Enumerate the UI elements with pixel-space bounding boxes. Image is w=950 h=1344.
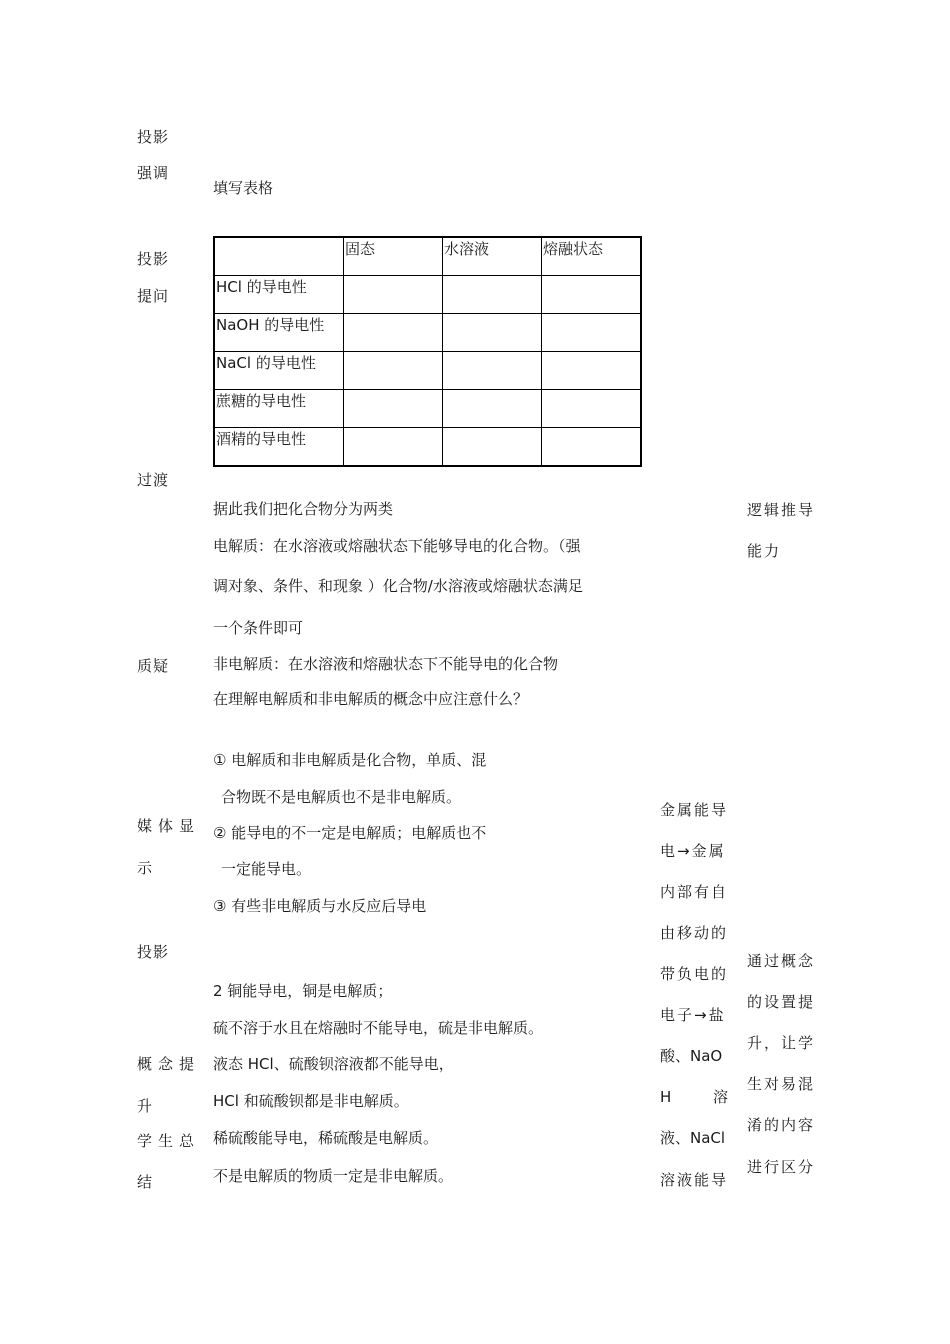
note-point-3: ③ 有些非电解质与水反应后导电 xyxy=(213,897,427,915)
side-note-metal-line: 酸、NaO xyxy=(660,1047,723,1065)
note-point-1-cont: 合物既不是电解质也不是非电解质。 xyxy=(221,788,462,806)
table-cell xyxy=(344,428,443,467)
table-title: 填写表格 xyxy=(213,179,274,197)
table-cell xyxy=(344,276,443,314)
label-projection-1: 投影 xyxy=(137,128,170,146)
table-cell xyxy=(443,428,542,467)
side-note-concept-line: 通过概念 xyxy=(747,952,816,970)
side-note-ability-line: 能力 xyxy=(747,542,782,560)
side-note-concept-line: 升，让学 xyxy=(747,1034,816,1052)
table-cell xyxy=(542,390,642,428)
side-note-concept-line: 淆的内容 xyxy=(747,1116,816,1134)
table-header-cell xyxy=(214,237,344,276)
paragraph-classification: 据此我们把化合物分为两类 xyxy=(213,500,394,518)
table-cell xyxy=(542,276,642,314)
side-note-metal-line: 内部有自 xyxy=(660,883,729,901)
label-transition: 过渡 xyxy=(137,471,170,489)
side-note-metal-line: 液、NaCl xyxy=(660,1129,726,1147)
label-media-display: 媒体显 xyxy=(137,817,201,835)
statement-hcl-barium: 液态 HCl、硫酸钡溶液都不能导电， xyxy=(213,1055,454,1073)
paragraph-electrolyte-def-end: 一个条件即可 xyxy=(213,619,304,637)
statement-sulfur: 硫不溶于水且在熔融时不能导电，硫是非电解质。 xyxy=(213,1019,544,1037)
table-row xyxy=(214,428,641,467)
statement-hcl-barium-cont: HCl 和硫酸钡都是非电解质。 xyxy=(213,1092,409,1110)
table-header-cell: 熔融状态 xyxy=(542,237,642,276)
label-concept-upgrade: 概念提 xyxy=(137,1055,201,1073)
paragraph-electrolyte-def: 电解质：在水溶液或熔融状态下能够导电的化合物。（强 xyxy=(213,537,581,555)
table-cell: NaOH 的导电性 xyxy=(214,314,344,352)
table-cell xyxy=(344,314,443,352)
label-projection-2: 投影 xyxy=(137,250,170,268)
paragraph-nonelectrolyte-def: 非电解质：在水溶液和熔融状态下不能导电的化合物 xyxy=(213,655,559,673)
conductivity-table xyxy=(213,236,642,467)
table-cell xyxy=(542,314,642,352)
side-note-metal-line: 电子→盐 xyxy=(660,1006,726,1024)
table-cell xyxy=(344,390,443,428)
table-header-row xyxy=(214,237,641,276)
table-cell xyxy=(443,390,542,428)
table-row xyxy=(214,352,641,390)
side-note-metal-line xyxy=(660,1087,728,1107)
side-note-concept-line: 进行区分 xyxy=(747,1158,816,1176)
table-cell: 蔗糖的导电性 xyxy=(214,390,344,428)
statement-non-electrolyte: 不是电解质的物质一定是非电解质。 xyxy=(213,1167,454,1185)
label-question: 提问 xyxy=(137,287,170,305)
table-cell: HCl 的导电性 xyxy=(214,276,344,314)
side-note-metal-line: 金属能导 xyxy=(660,801,729,819)
label-student-summary-cont: 结 xyxy=(137,1173,154,1191)
statement-copper: 2 铜能导电，铜是电解质； xyxy=(213,982,393,1000)
note-point-2: ② 能导电的不一定是电解质；电解质也不 xyxy=(213,824,487,842)
label-challenge: 质疑 xyxy=(137,657,170,675)
side-note-metal-line: 带负电的 xyxy=(660,965,729,983)
table-cell xyxy=(443,276,542,314)
table-header-cell: 固态 xyxy=(344,237,443,276)
note-point-1: ① 电解质和非电解质是化合物，单质、混 xyxy=(213,751,487,769)
table-cell: NaCl 的导电性 xyxy=(214,352,344,390)
table-header-cell: 水溶液 xyxy=(443,237,542,276)
table-cell xyxy=(344,352,443,390)
label-student-summary: 学生总 xyxy=(137,1132,201,1150)
side-note-fragment: 溶 xyxy=(712,1088,728,1106)
side-note-fragment: H xyxy=(660,1088,672,1106)
paragraph-electrolyte-def-cont: 调对象、条件、和现象 ）化合物/水溶液或熔融状态满足 xyxy=(213,577,583,595)
side-note-metal-line: 电→金属 xyxy=(660,842,726,860)
paragraph-attention-question: 在理解电解质和非电解质的概念中应注意什么？ xyxy=(213,690,529,708)
label-media-display-cont: 示 xyxy=(137,859,154,877)
side-note-metal-line: 由移动的 xyxy=(660,924,729,942)
table-cell xyxy=(542,428,642,467)
side-note-concept-line: 生对易混 xyxy=(747,1075,816,1093)
side-note-metal-line: 溶液能导 xyxy=(660,1171,729,1189)
side-note-ability-line: 逻辑推导 xyxy=(747,501,816,519)
table-row xyxy=(214,390,641,428)
statement-dilute-sulfuric: 稀硫酸能导电，稀硫酸是电解质。 xyxy=(213,1129,439,1147)
table-row xyxy=(214,276,641,314)
label-concept-upgrade-cont: 升 xyxy=(137,1097,154,1115)
side-note-concept-line: 的设置提 xyxy=(747,993,816,1011)
table-cell xyxy=(542,352,642,390)
label-emphasis: 强调 xyxy=(137,164,170,182)
table-row xyxy=(214,314,641,352)
label-projection-3: 投影 xyxy=(137,943,170,961)
table-cell xyxy=(443,314,542,352)
note-point-2-cont: 一定能导电。 xyxy=(221,860,312,878)
table-cell: 酒精的导电性 xyxy=(214,428,344,467)
table-cell xyxy=(443,352,542,390)
